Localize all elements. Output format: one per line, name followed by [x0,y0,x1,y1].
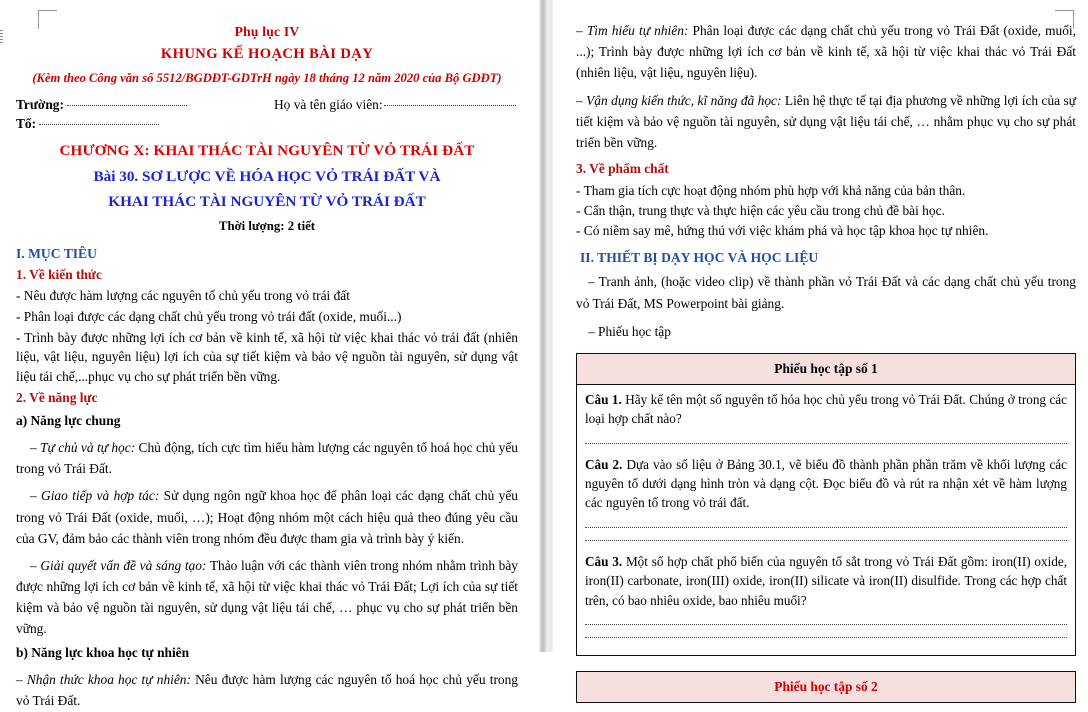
competence-text: Phân loại được các dạng chất chủ yếu trong vỏ Trái Đất (oxide, muối, ...); Trình bày được những lợi ích cơ bản về kinh tế, xã hội từ việc khai thác vỏ Trái Đất (nhiên liệu, vật liệu, nguyên liệu). [576,23,1076,80]
page-edge-ticks [0,30,3,44]
lesson-title-line1: Bài 30. SƠ LƯỢC VỀ HÓA HỌC VỎ TRÁI ĐẤT VÀ [93,168,441,186]
competence-term: – Tự chủ và tự học: [30,440,136,456]
competence-text: Chủ động, tích cực tìm hiểu hàm lượng các nguyên tố hoá học chủ yếu trong vỏ Trái Đất. [16,440,518,477]
crop-mark-top-right [1055,10,1074,29]
competence-text: Nêu được hàm lượng các nguyên tố hoá học chủ yếu trong vỏ Trái Đất. [16,671,519,708]
knowledge-item: - Phân loại được các dạng chất chủ yếu trong vỏ trái đất (oxide, muối...) [16,309,402,325]
science-competence-item [16,670,518,712]
science-competence-item [576,21,1076,84]
competence-term: – Vận dụng kiến thức, kĩ năng đã học: [576,92,782,108]
page-right [558,0,1088,695]
worksheet-1 [576,353,1076,656]
page-left [0,0,536,708]
competence-text: Sử dụng ngôn ngữ khoa học để phân loại các dạng chất chủ yếu trong vỏ Trái Đất (oxide, muối, …); Hoạt động nhóm một cách hiệu quả theo đúng yêu cầu của GV, đảm bảo các thành viên trong nhóm đều được tham gia và trình bày ý kiến. [16,488,518,546]
answer-line[interactable] [585,442,1067,444]
science-competence-heading: b) Năng lực khoa học tự nhiên [16,644,190,660]
answer-line[interactable] [585,623,1067,625]
general-competence-item [16,437,518,479]
lesson-duration: Thời lượng: 2 tiết [218,218,316,233]
general-competence-heading: a) Năng lực chung [16,412,121,428]
equipment-item: – Tranh ảnh, (hoặc video clip) về thành phần vỏ Trái Đất và các dạng chất chủ yếu trong vỏ Trái Đất, MS Powerpoint bài giảng. [576,274,1076,311]
question-text: Dựa vào số liệu ở Bảng 30.1, vẽ biểu đồ thành phần phần trăm về khối lượng các nguyên tố dưới dạng hình tròn và dạng cột. Đọc biểu đồ và rút ra nhận xét về hàm lượng các nguyên tố trong vỏ trái đất. [585,456,1067,511]
answer-line[interactable] [585,539,1067,541]
question-number: Câu 1. [585,391,622,407]
equipment-heading: II. THIẾT BỊ DẠY HỌC VÀ HỌC LIỆU [580,250,819,266]
group-field [16,114,274,133]
competence-term: – Nhận thức khoa học tự nhiên: [16,671,191,687]
school-teacher-row [16,95,518,114]
worksheet-question [585,552,1067,610]
answer-line[interactable] [585,636,1067,638]
worksheet-1-body [577,385,1075,655]
objectives-heading: I. MỤC TIÊU [16,245,97,261]
worksheet-question [585,390,1067,429]
framework-title: KHUNG KẾ HOẠCH BÀI DẠY [160,46,374,63]
group-input-dots[interactable] [39,124,159,125]
quality-item: - Tham gia tích cực hoạt động nhóm phù hợp với khả năng của bản thân. [576,182,966,198]
circular-note: (Kèm theo Công văn số 5512/BGDĐT-GDTrH ngày 18 tháng 12 năm 2020 của Bộ GDĐT) [32,71,502,86]
quality-item: - Có niềm say mê, hứng thú với việc khám phá và học tập khoa học tự nhiên. [576,222,989,238]
general-competence-item [16,485,518,549]
school-input-dots[interactable] [67,105,187,106]
competence-text: Thảo luận với các thành viên trong nhóm nhằm trình bày được những lợi ích cơ bản về kinh tế, xã hội từ việc khai thác vỏ Trái Đất; Lợi ích của sự tiết kiệm và bảo vệ nguồn tài nguyên, sử dụng vật liệu tái chế, … phục vụ cho sự phát triển bền vững. [16,557,518,637]
worksheet-2-title: Phiếu học tập số 2 [577,672,1075,702]
appendix-title: Phụ lục IV [234,24,300,39]
quality-heading: 3. Về phẩm chất [576,161,669,177]
worksheet-1-title: Phiếu học tập số 1 [577,354,1075,385]
knowledge-item: - Nêu được hàm lượng các nguyên tố chủ yếu trong vỏ trái đất [16,288,350,304]
school-label: Trường: [16,97,64,113]
competence-text: Liên hệ thực tế tại địa phương về những lợi ích của sự tiết kiệm và bảo vệ nguồn tài nguyên, sử dụng vật liệu tái chế, … nhằm phục vụ cho sự phát triển bền vững. [576,92,1076,150]
teacher-field [274,95,518,114]
page-gutter-divider [536,0,558,652]
answer-line[interactable] [585,526,1067,528]
teacher-input-dots[interactable] [384,105,516,106]
competence-term: – Giao tiếp và hợp tác: [30,488,160,504]
worksheet-question [585,455,1067,513]
knowledge-item: - Trình bày được những lợi ích cơ bản về kinh tế, xã hội từ việc khai thác vỏ trái đất (nhiên liệu, vật liệu, nguyên liệu) lợi ích của sự tiết kiệm và bảo vệ nguồn tài nguyên, sử dụng vật liệu tái chế,...phục vụ cho sự phát triển bền vững. [16,329,518,385]
general-competence-item [16,555,518,640]
group-label: Tổ: [16,116,37,132]
school-field [16,95,274,114]
worksheet-2 [576,671,1076,703]
group-row [16,114,518,133]
question-number: Câu 2. [585,456,623,472]
question-text: Hãy kể tên một số nguyên tố hóa học chủ yếu trong vỏ Trái Đất. Chúng ở trong các loại hợp chất nào? [585,391,1068,427]
crop-mark-top-left [38,10,57,29]
competence-heading: 2. Về năng lực [16,389,98,405]
competence-term: – Tìm hiểu tự nhiên: [576,23,689,38]
question-text: Một số hợp chất phổ biến của nguyên tố sắt trong vỏ Trái Đất gồm: iron(II) oxide, iron(II) carbonate, iron(III) oxide, iron(II) silicate và iron(II) disulfide. Trong các hợp chất trên, có bao nhiêu oxide, bao nhiêu muối? [585,553,1067,608]
equipment-item: – Phiếu học tập [588,324,671,340]
question-number: Câu 3. [585,553,623,569]
quality-item: - Cẩn thận, trung thực và thực hiện các yêu cầu trong chủ đề bài học. [576,202,945,218]
chapter-title: CHƯƠNG X: KHAI THÁC TÀI NGUYÊN TỪ VỎ TRÁI ĐẤT [59,142,475,160]
knowledge-heading: 1. Về kiến thức [16,267,102,283]
science-competence-item [576,91,1076,154]
teacher-label: Họ và tên giáo viên: [274,97,383,113]
lesson-title-line2: KHAI THÁC TÀI NGUYÊN TỪ VỎ TRÁI ĐẤT [108,192,426,210]
competence-term: – Giải quyết vấn đề và sáng tạo: [30,557,207,573]
